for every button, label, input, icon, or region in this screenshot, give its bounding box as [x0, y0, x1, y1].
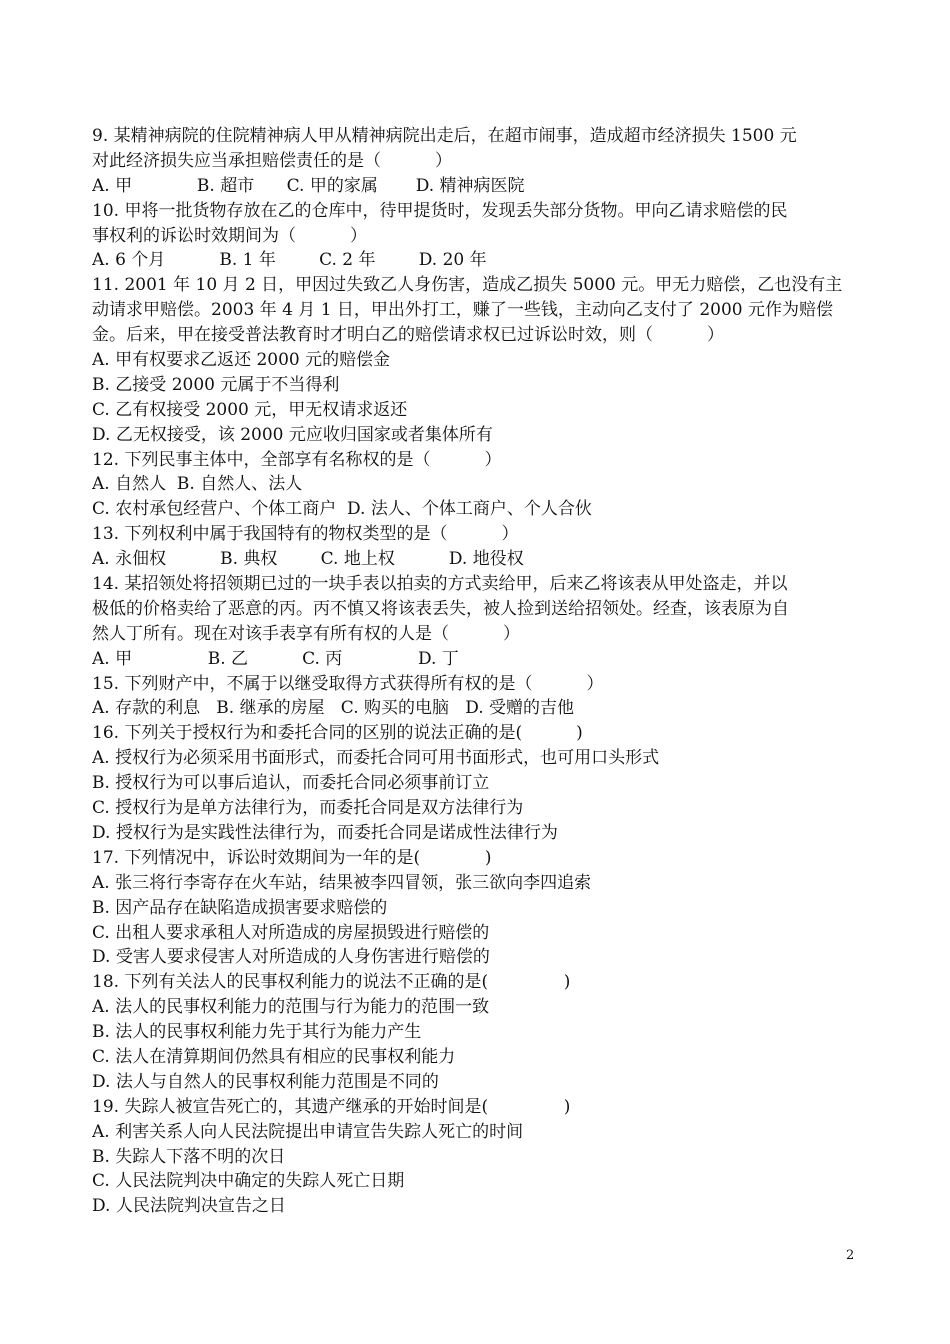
answer-option-d: D. 受害人要求侵害人对所造成的人身伤害进行赔偿的 [92, 947, 490, 968]
answer-option-a: A. 张三将行李寄存在火车站，结果被李四冒领，张三欲向李四追索 [92, 872, 592, 893]
answer-options: A. 6 个月 B. 1 年 C. 2 年 D. 20 年 [92, 250, 487, 271]
answer-options: A. 甲 B. 超市 C. 甲的家属 D. 精神病医院 [92, 175, 525, 196]
answer-option-c: C. 法人在清算期间仍然具有相应的民事权利能力 [92, 1046, 456, 1067]
answer-options: C. 农村承包经营户、个体工商户 D. 法人、个体工商户、个人合伙 [92, 499, 592, 520]
answer-option-d: D. 法人与自然人的民事权利能力范围是不同的 [92, 1071, 439, 1092]
question-19 [92, 1095, 872, 1219]
question-stem: 然人丁所有。现在对该手表享有所有权的人是（ ） [92, 623, 521, 644]
answer-option-b: B. 乙接受 2000 元属于不当得利 [92, 374, 340, 395]
question-14 [92, 572, 872, 672]
question-stem: 16. 下列关于授权行为和委托合同的区别的说法正确的是( ) [92, 723, 583, 744]
question-stem: 12. 下列民事主体中，全部享有名称权的是（ ） [92, 449, 502, 470]
answer-option-b: B. 失踪人下落不明的次日 [92, 1146, 286, 1167]
question-stem: 15. 下列财产中，不属于以继受取得方式获得所有权的是（ ） [92, 673, 604, 694]
question-stem: 对此经济损失应当承担赔偿责任的是（ ） [92, 150, 453, 171]
question-15 [92, 672, 872, 722]
question-18 [92, 970, 872, 1094]
question-stem: 14. 某招领处将招领期已过的一块手表以拍卖的方式卖给甲，后来乙将该表从甲处盗走，并以 [92, 574, 788, 595]
answer-options: A. 自然人 B. 自然人、法人 [92, 474, 303, 495]
question-stem: 动请求甲赔偿。2003 年 4 月 1 日，甲出外打工，赚了一些钱，主动向乙支付了 2000 元作为赔偿 [92, 300, 833, 321]
answer-options: A. 永佃权 B. 典权 C. 地上权 D. 地役权 [92, 549, 524, 570]
answer-option-a: A. 甲有权要求乙返还 2000 元的赔偿金 [92, 350, 391, 371]
question-list [92, 124, 872, 1219]
answer-option-b: B. 授权行为可以事后追认，而委托合同必须事前订立 [92, 773, 490, 794]
question-stem: 9. 某精神病院的住院精神病人甲从精神病院出走后，在超市闹事，造成超市经济损失 1500 元 [92, 126, 797, 146]
answer-option-c: C. 人民法院判决中确定的失踪人死亡日期 [92, 1171, 405, 1192]
question-17 [92, 846, 872, 970]
question-11 [92, 273, 872, 447]
question-stem: 18. 下列有关法人的民事权利能力的说法不正确的是( ) [92, 972, 571, 993]
answer-option-b: B. 因产品存在缺陷造成损害要求赔偿的 [92, 897, 388, 918]
question-13 [92, 522, 872, 572]
question-stem: 17. 下列情况中，诉讼时效期间为一年的是( ) [92, 847, 492, 868]
answer-option-b: B. 法人的民事权利能力先于其行为能力产生 [92, 1022, 422, 1043]
question-16 [92, 721, 872, 845]
answer-options: A. 甲 B. 乙 C. 丙 D. 丁 [92, 648, 459, 669]
page-number: 2 [846, 1248, 855, 1263]
question-9 [92, 124, 872, 199]
question-stem: 金。后来，甲在接受普法教育时才明白乙的赔偿请求权已过诉讼时效，则（ ） [92, 325, 725, 346]
question-stem: 19. 失踪人被宣告死亡的，其遗产继承的开始时间是( ) [92, 1096, 571, 1117]
question-stem: 极低的价格卖给了恶意的丙。丙不慎又将该表丢失，被人捡到送给招领处。经查，该表原为自 [92, 598, 789, 619]
answer-option-d: D. 授权行为是实践性法律行为，而委托合同是诺成性法律行为 [92, 822, 558, 843]
question-stem: 10. 甲将一批货物存放在乙的仓库中，待甲提货时，发现丢失部分货物。甲向乙请求赔偿的民 [92, 200, 788, 221]
question-stem: 11. 2001 年 10 月 2 日，甲因过失致乙人身伤害，造成乙损失 5000 元。甲无力赔偿，乙也没有主 [92, 275, 843, 296]
answer-options: A. 存款的利息 B. 继承的房屋 C. 购买的电脑 D. 受赠的吉他 [92, 698, 575, 719]
answer-option-c: C. 乙有权接受 2000 元，甲无权请求返还 [92, 399, 408, 420]
answer-option-a: A. 授权行为必须采用书面形式，而委托合同可用书面形式，也可用口头形式 [92, 748, 660, 769]
answer-option-a: A. 利害关系人向人民法院提出申请宣告失踪人死亡的时间 [92, 1121, 524, 1142]
answer-option-d: D. 乙无权接受，该 2000 元应收归国家或者集体所有 [92, 424, 493, 445]
answer-option-c: C. 授权行为是单方法律行为，而委托合同是双方法律行为 [92, 798, 524, 819]
question-stem: 13. 下列权利中属于我国特有的物权类型的是（ ） [92, 524, 519, 545]
question-12 [92, 448, 872, 523]
answer-option-a: A. 法人的民事权利能力的范围与行为能力的范围一致 [92, 997, 490, 1018]
answer-option-c: C. 出租人要求承租人对所造成的房屋损毁进行赔偿的 [92, 922, 490, 943]
question-stem: 事权利的诉讼时效期间为（ ） [92, 225, 368, 246]
question-10 [92, 199, 872, 274]
answer-option-d: D. 人民法院判决宣告之日 [92, 1196, 286, 1217]
